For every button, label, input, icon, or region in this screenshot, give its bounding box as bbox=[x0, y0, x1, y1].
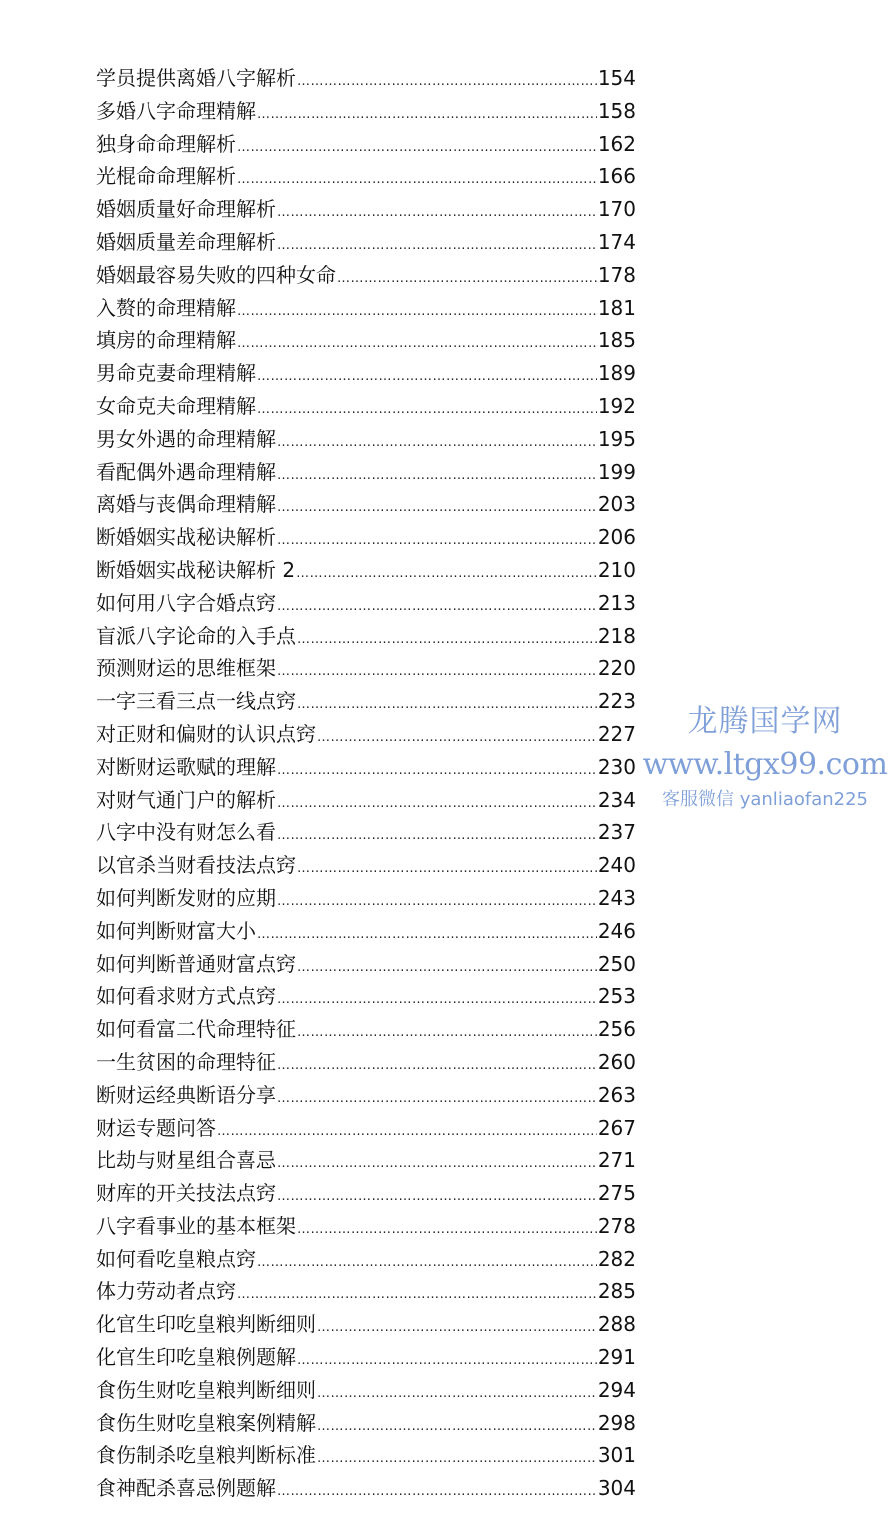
toc-entry-title: 化官生印吃皇粮判断细则 bbox=[96, 1312, 316, 1337]
toc-entry bbox=[96, 1144, 636, 1177]
toc-entry bbox=[96, 718, 636, 751]
toc-leader-dots bbox=[237, 296, 597, 329]
toc-leader-dots bbox=[277, 525, 597, 558]
watermark-url: www.ltgx99.com bbox=[642, 747, 888, 782]
toc-leader-dots bbox=[277, 1476, 597, 1509]
toc-entry-page: 230 bbox=[597, 754, 636, 779]
toc-entry bbox=[96, 751, 636, 784]
toc-entry-page: 185 bbox=[597, 328, 636, 353]
toc-entry-title: 多婚八字命理精解 bbox=[96, 98, 256, 123]
toc-leader-dots bbox=[257, 99, 597, 132]
toc-entry-title: 婚姻质量好命理解析 bbox=[96, 197, 276, 222]
table-of-contents bbox=[96, 62, 636, 1505]
toc-entry bbox=[96, 587, 636, 620]
toc-entry-page: 298 bbox=[597, 1410, 636, 1435]
toc-entry bbox=[96, 456, 636, 489]
toc-entry-page: 237 bbox=[597, 820, 636, 845]
toc-entry-page: 246 bbox=[597, 918, 636, 943]
toc-entry bbox=[96, 488, 636, 521]
toc-entry-page: 240 bbox=[597, 853, 636, 878]
toc-entry-title: 光棍命命理解析 bbox=[96, 164, 236, 189]
toc-entry-page: 178 bbox=[597, 262, 636, 287]
toc-entry-page: 267 bbox=[597, 1115, 636, 1140]
toc-entry-page: 275 bbox=[597, 1181, 636, 1206]
toc-entry-title: 对断财运歌赋的理解 bbox=[96, 754, 276, 779]
toc-entry bbox=[96, 1243, 636, 1276]
toc-leader-dots bbox=[277, 460, 597, 493]
toc-entry bbox=[96, 1046, 636, 1079]
toc-entry bbox=[96, 882, 636, 915]
toc-entry bbox=[96, 1177, 636, 1210]
toc-entry bbox=[96, 193, 636, 226]
toc-entry-title: 如何用八字合婚点窍 bbox=[96, 590, 276, 615]
toc-entry-page: 282 bbox=[597, 1246, 636, 1271]
toc-entry-title: 男女外遇的命理精解 bbox=[96, 426, 276, 451]
toc-entry-title: 看配偶外遇命理精解 bbox=[96, 459, 276, 484]
toc-entry-title: 断财运经典断语分享 bbox=[96, 1082, 276, 1107]
toc-entry-title: 如何看富二代命理特征 bbox=[96, 1017, 296, 1042]
toc-entry-page: 210 bbox=[597, 557, 636, 582]
toc-leader-dots bbox=[277, 820, 597, 853]
toc-entry-page: 256 bbox=[597, 1017, 636, 1042]
toc-entry-title: 如何看吃皇粮点窍 bbox=[96, 1246, 256, 1271]
toc-entry-title: 男命克妻命理精解 bbox=[96, 361, 256, 386]
toc-entry-page: 291 bbox=[597, 1345, 636, 1370]
toc-entry-title: 如何看求财方式点窍 bbox=[96, 984, 276, 1009]
toc-entry-page: 203 bbox=[597, 492, 636, 517]
toc-entry-page: 223 bbox=[597, 689, 636, 714]
toc-entry-page: 174 bbox=[597, 229, 636, 254]
toc-entry-page: 170 bbox=[597, 197, 636, 222]
toc-entry-title: 断婚姻实战秘诀解析 bbox=[96, 525, 276, 550]
toc-entry-page: 288 bbox=[597, 1312, 636, 1337]
toc-entry bbox=[96, 948, 636, 981]
toc-leader-dots bbox=[277, 591, 597, 624]
toc-leader-dots bbox=[297, 952, 597, 985]
toc-entry bbox=[96, 1210, 636, 1243]
toc-leader-dots bbox=[277, 1181, 597, 1214]
toc-entry bbox=[96, 128, 636, 161]
toc-entry-title: 入赘的命理精解 bbox=[96, 295, 236, 320]
toc-entry-title: 食伤制杀吃皇粮判断标准 bbox=[96, 1443, 316, 1468]
toc-entry bbox=[96, 784, 636, 817]
toc-entry bbox=[96, 324, 636, 357]
toc-entry bbox=[96, 980, 636, 1013]
toc-entry-page: 166 bbox=[597, 164, 636, 189]
toc-entry-page: 181 bbox=[597, 295, 636, 320]
toc-leader-dots bbox=[317, 1411, 597, 1444]
toc-entry-title: 八字看事业的基本框架 bbox=[96, 1213, 296, 1238]
toc-entry-page: 218 bbox=[597, 623, 636, 648]
toc-entry-page: 253 bbox=[597, 984, 636, 1009]
toc-entry-title: 一字三看三点一线点窍 bbox=[96, 689, 296, 714]
toc-entry bbox=[96, 1374, 636, 1407]
toc-entry bbox=[96, 390, 636, 423]
toc-entry-page: 206 bbox=[597, 525, 636, 550]
toc-entry-title: 一生贫困的命理特征 bbox=[96, 1049, 276, 1074]
toc-leader-dots bbox=[277, 886, 597, 919]
toc-entry bbox=[96, 620, 636, 653]
toc-entry-title: 对正财和偏财的认识点窍 bbox=[96, 721, 316, 746]
toc-entry-page: 285 bbox=[597, 1279, 636, 1304]
toc-entry bbox=[96, 685, 636, 718]
toc-entry-title: 食伤生财吃皇粮判断细则 bbox=[96, 1377, 316, 1402]
toc-leader-dots bbox=[337, 263, 597, 296]
toc-leader-dots bbox=[257, 1247, 597, 1280]
toc-entry-title: 断婚姻实战秘诀解析 2 bbox=[96, 557, 296, 582]
watermark-title: 龙腾国学网 bbox=[687, 704, 843, 739]
toc-entry-page: 304 bbox=[597, 1476, 636, 1501]
toc-leader-dots bbox=[237, 164, 597, 197]
toc-entry-title: 体力劳动者点窍 bbox=[96, 1279, 236, 1304]
toc-leader-dots bbox=[277, 1148, 597, 1181]
toc-leader-dots bbox=[297, 66, 597, 99]
toc-leader-dots bbox=[297, 1214, 597, 1247]
toc-leader-dots bbox=[317, 1378, 597, 1411]
toc-leader-dots bbox=[277, 1050, 597, 1083]
toc-entry-page: 162 bbox=[597, 131, 636, 156]
toc-leader-dots bbox=[297, 1017, 597, 1050]
toc-entry-title: 女命克夫命理精解 bbox=[96, 393, 256, 418]
toc-leader-dots bbox=[297, 624, 597, 657]
toc-entry-page: 263 bbox=[597, 1082, 636, 1107]
toc-leader-dots bbox=[257, 919, 597, 952]
toc-entry-title: 盲派八字论命的入手点 bbox=[96, 623, 296, 648]
toc-leader-dots bbox=[257, 394, 597, 427]
toc-entry-title: 对财气通门户的解析 bbox=[96, 787, 276, 812]
toc-entry bbox=[96, 1308, 636, 1341]
toc-leader-dots bbox=[297, 689, 597, 722]
toc-leader-dots bbox=[277, 755, 597, 788]
toc-entry-page: 227 bbox=[597, 721, 636, 746]
toc-entry-title: 如何判断发财的应期 bbox=[96, 885, 276, 910]
toc-entry-page: 192 bbox=[597, 393, 636, 418]
toc-entry-page: 271 bbox=[597, 1148, 636, 1173]
toc-entry bbox=[96, 652, 636, 685]
toc-leader-dots bbox=[237, 132, 597, 165]
toc-entry-title: 独身命命理解析 bbox=[96, 131, 236, 156]
toc-leader-dots bbox=[297, 853, 597, 886]
toc-entry bbox=[96, 521, 636, 554]
toc-leader-dots bbox=[277, 492, 597, 525]
toc-entry-page: 260 bbox=[597, 1049, 636, 1074]
toc-entry-page: 189 bbox=[597, 361, 636, 386]
watermark-contact: 客服微信 yanliaofan225 bbox=[662, 789, 868, 810]
toc-leader-dots bbox=[277, 984, 597, 1017]
toc-entry bbox=[96, 554, 636, 587]
toc-leader-dots bbox=[317, 1312, 597, 1345]
toc-entry bbox=[96, 423, 636, 456]
toc-entry-title: 财运专题问答 bbox=[96, 1115, 216, 1140]
toc-entry-page: 243 bbox=[597, 885, 636, 910]
toc-entry-title: 食神配杀喜忌例题解 bbox=[96, 1476, 276, 1501]
toc-leader-dots bbox=[237, 328, 597, 361]
toc-entry-page: 278 bbox=[597, 1213, 636, 1238]
toc-leader-dots bbox=[277, 656, 597, 689]
toc-entry-page: 294 bbox=[597, 1377, 636, 1402]
toc-entry-page: 199 bbox=[597, 459, 636, 484]
toc-entry bbox=[96, 816, 636, 849]
toc-entry bbox=[96, 95, 636, 128]
toc-entry bbox=[96, 357, 636, 390]
toc-entry bbox=[96, 1439, 636, 1472]
toc-leader-dots bbox=[277, 788, 597, 821]
toc-entry bbox=[96, 849, 636, 882]
toc-leader-dots bbox=[277, 427, 597, 460]
toc-entry bbox=[96, 1472, 636, 1505]
toc-entry-title: 如何判断普通财富点窍 bbox=[96, 951, 296, 976]
toc-leader-dots bbox=[297, 1345, 597, 1378]
toc-entry-title: 婚姻质量差命理解析 bbox=[96, 229, 276, 254]
toc-entry bbox=[96, 259, 636, 292]
toc-leader-dots bbox=[277, 197, 597, 230]
toc-entry bbox=[96, 1079, 636, 1112]
toc-entry bbox=[96, 1013, 636, 1046]
toc-leader-dots bbox=[277, 1083, 597, 1116]
toc-entry-title: 食伤生财吃皇粮案例精解 bbox=[96, 1410, 316, 1435]
toc-entry bbox=[96, 292, 636, 325]
toc-entry-title: 如何判断财富大小 bbox=[96, 918, 256, 943]
toc-leader-dots bbox=[296, 558, 597, 591]
toc-entry-page: 154 bbox=[597, 66, 636, 90]
toc-entry bbox=[96, 160, 636, 193]
toc-entry-title: 婚姻最容易失败的四种女命 bbox=[96, 262, 336, 287]
toc-entry bbox=[96, 226, 636, 259]
toc-entry-title: 学员提供离婚八字解析 bbox=[96, 66, 296, 90]
toc-entry-title: 预测财运的思维框架 bbox=[96, 656, 276, 681]
toc-entry-page: 234 bbox=[597, 787, 636, 812]
toc-leader-dots bbox=[317, 1443, 597, 1476]
toc-entry-title: 比劫与财星组合喜忌 bbox=[96, 1148, 276, 1173]
toc-leader-dots bbox=[257, 361, 597, 394]
toc-entry-title: 离婚与丧偶命理精解 bbox=[96, 492, 276, 517]
toc-entry-page: 213 bbox=[597, 590, 636, 615]
toc-leader-dots bbox=[317, 722, 597, 755]
toc-entry-page: 250 bbox=[597, 951, 636, 976]
toc-entry-title: 化官生印吃皇粮例题解 bbox=[96, 1345, 296, 1370]
toc-entry-title: 八字中没有财怎么看 bbox=[96, 820, 276, 845]
watermark bbox=[640, 700, 890, 814]
toc-entry-page: 220 bbox=[597, 656, 636, 681]
toc-entry-title: 填房的命理精解 bbox=[96, 328, 236, 353]
toc-entry bbox=[96, 1275, 636, 1308]
toc-entry bbox=[96, 1341, 636, 1374]
toc-entry bbox=[96, 1407, 636, 1440]
toc-entry-page: 301 bbox=[597, 1443, 636, 1468]
toc-entry bbox=[96, 915, 636, 948]
toc-entry-title: 财库的开关技法点窍 bbox=[96, 1181, 276, 1206]
toc-entry-page: 158 bbox=[597, 98, 636, 123]
toc-entry bbox=[96, 1112, 636, 1145]
toc-entry bbox=[96, 62, 636, 95]
toc-entry-page: 195 bbox=[597, 426, 636, 451]
toc-entry-title: 以官杀当财看技法点窍 bbox=[96, 853, 296, 878]
